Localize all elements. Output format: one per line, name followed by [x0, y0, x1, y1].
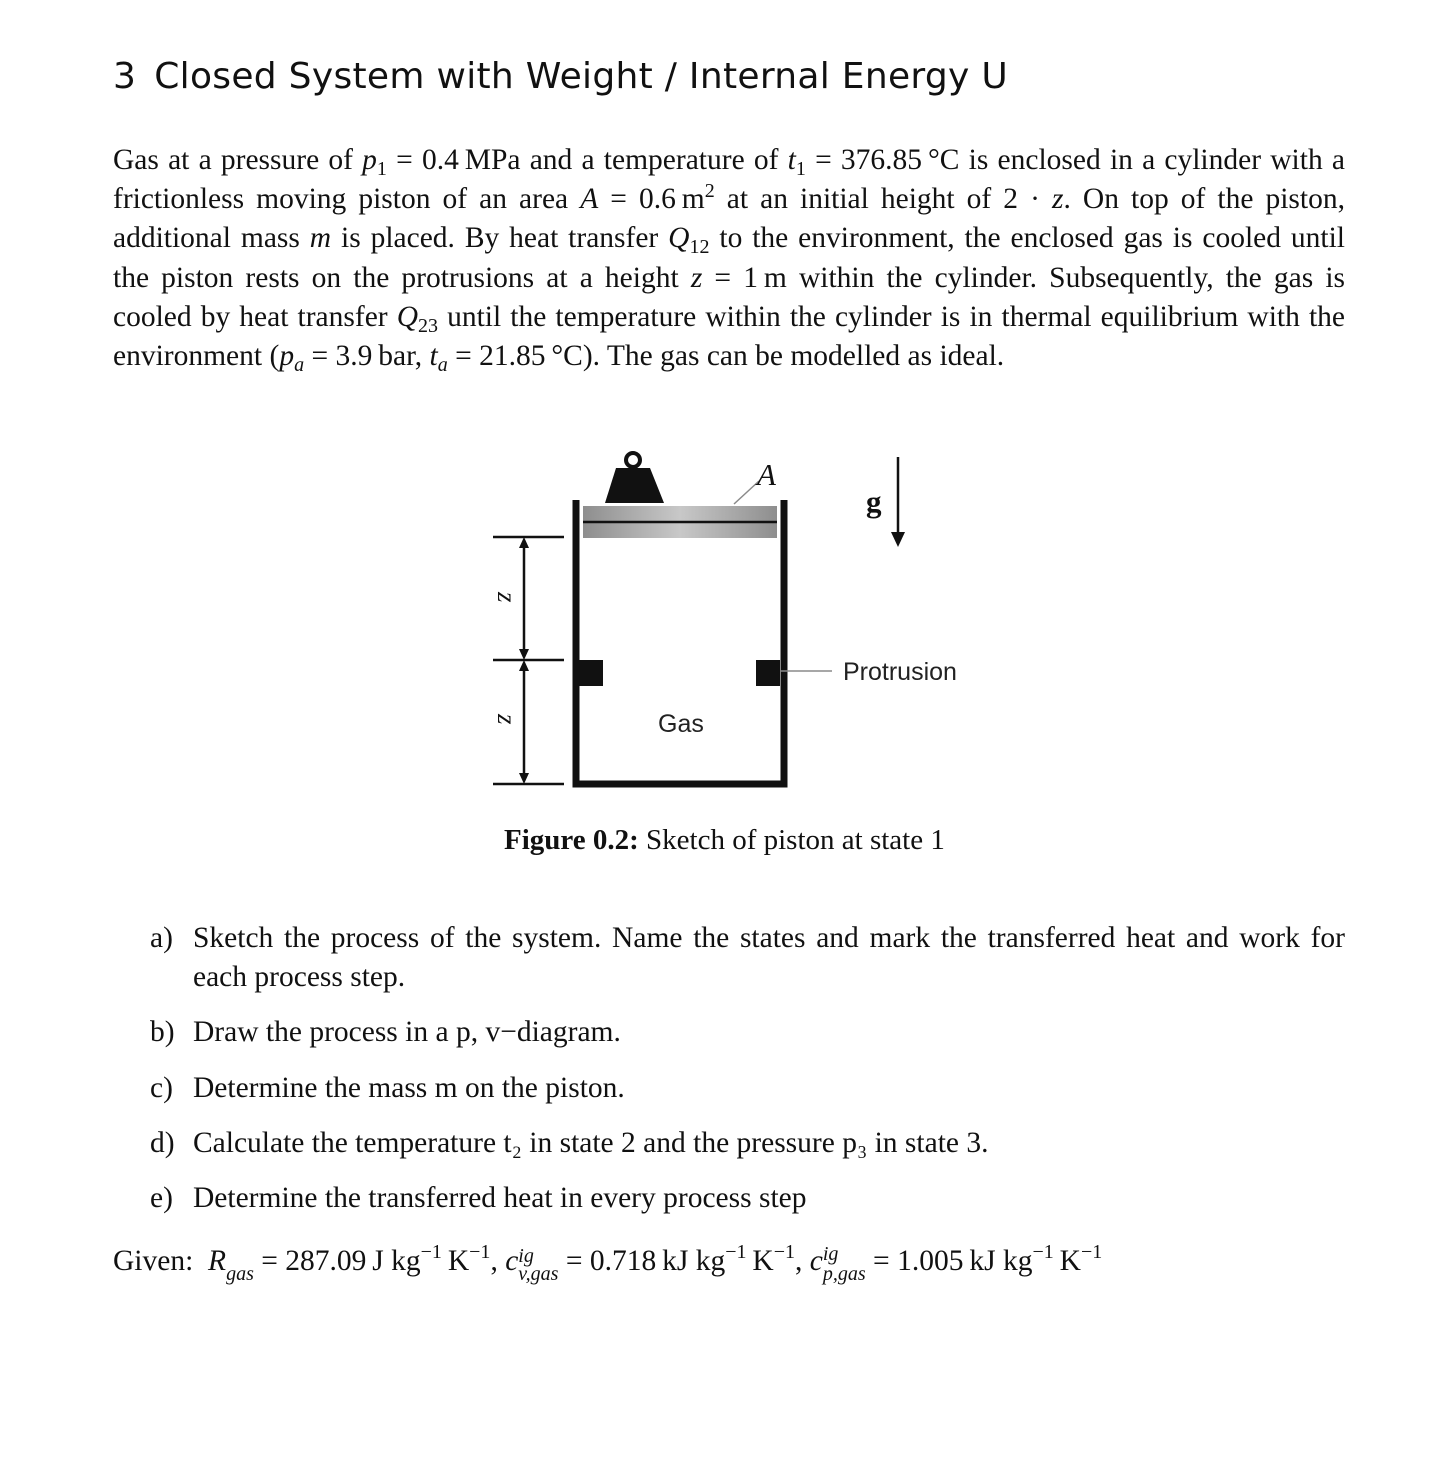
task-text: Determine the transferred heat in every process step [193, 1182, 807, 1215]
pa-unit: bar [378, 340, 415, 373]
cp-gas-value: 1.005 [897, 1245, 964, 1277]
task-item-e [150, 1179, 1345, 1218]
problem-statement: Gas at a pressure of $p_1 = 0.4$ MPa and a temperature of $t_1 = 376.85$ °C is enclosed in a cylinder with a frictionless moving piston of an area A = 0.6 $m^2$ at an initial height of 2 · z. On top of the piston, additional mass m is placed. By heat transfer $Q_{12}$ to the environment, the enclosed gas is cooled until the piston rests on the protrusions at a height z = 1 m within the cylinder. Subsequently, the gas is cooled by heat transfer $Q_{23}$ until the temperature within the cylinder is in thermal equilibrium with the environment ($p_a = 3.9$ bar, $t_a = 21.85$ °C). The gas can be modelled as ideal. [113, 144, 1346, 377]
r-gas-value: 287.09 [285, 1245, 367, 1277]
protrusion-left [579, 660, 603, 686]
protrusion-right [756, 660, 780, 686]
task-text: Calculate the temperature t₂ in state 2 and the pressure p₃ in state 3. [193, 1126, 989, 1159]
gravity-arrow [891, 457, 905, 547]
t1-unit: °C [927, 144, 960, 176]
t1-value: 376.85 [840, 144, 923, 176]
task-label: d) [150, 1126, 175, 1159]
task-label: c) [150, 1071, 173, 1104]
ta-unit: °C [551, 340, 583, 373]
z-label-upper: z [492, 592, 522, 603]
task-label: b) [150, 1016, 175, 1049]
task-list [150, 919, 1345, 1218]
gravity-label: g [866, 484, 882, 519]
piston-figure [480, 450, 980, 800]
cylinder-wall [576, 500, 784, 784]
task-text: Draw the process in a p, v−diagram. [193, 1016, 621, 1049]
task-item-a [150, 919, 1345, 997]
figure-caption-text: Sketch of piston at state 1 [646, 824, 945, 856]
given-values: Given: R gas = 287.09 J $kg^{-1}$ $K^{-1}$, c ig v,gas = 0.718 kJ $kg^{-1}$ $K^{-1}$, c ig p,gas = 1.005 kJ $kg^{-1}$ $K^{-1}$ [113, 1241, 1103, 1285]
cv-gas-unit: kJ kg [662, 1245, 726, 1277]
section-number: 3 [113, 56, 137, 97]
gas-label: Gas [658, 710, 704, 738]
p1-unit: MPa [464, 144, 521, 176]
given-label: Given: [113, 1245, 194, 1277]
dimension-lines [493, 537, 564, 784]
weight-icon [605, 453, 664, 503]
task-text: Determine the mass m on the piston. [193, 1071, 625, 1104]
task-label: a) [150, 922, 173, 954]
cp-gas-unit: kJ kg [969, 1245, 1033, 1277]
z-label-lower: z [492, 714, 522, 725]
task-text: Sketch the process of the system. Name the states and mark the transferred heat and work for each process step. [193, 922, 1345, 994]
z-unit: m [763, 261, 787, 294]
area-value: 0.6 [638, 183, 676, 216]
area-label: A [757, 457, 776, 492]
p1-value: 0.4 [421, 144, 459, 176]
figure-caption-prefix: Figure 0.2: [504, 824, 639, 856]
pa-value: 3.9 [335, 340, 373, 373]
task-item-b [150, 1013, 1345, 1052]
ta-value: 21.85 [479, 340, 546, 373]
z-value: 1 [743, 261, 758, 294]
r-gas-unit: J kg [372, 1245, 421, 1277]
initial-height-factor: 2 [1003, 183, 1019, 216]
section-title: Closed System with Weight / Internal Energy U [154, 56, 1009, 97]
piston-sketch [480, 450, 980, 800]
figure-caption [504, 824, 945, 857]
cv-gas-value: 0.718 [589, 1245, 657, 1277]
protrusion-label: Protrusion [843, 658, 957, 686]
task-item-c [150, 1069, 1345, 1108]
section-heading [113, 56, 1008, 97]
area-unit: m [681, 183, 705, 216]
task-label: e) [150, 1182, 173, 1215]
task-item-d [150, 1124, 1345, 1163]
